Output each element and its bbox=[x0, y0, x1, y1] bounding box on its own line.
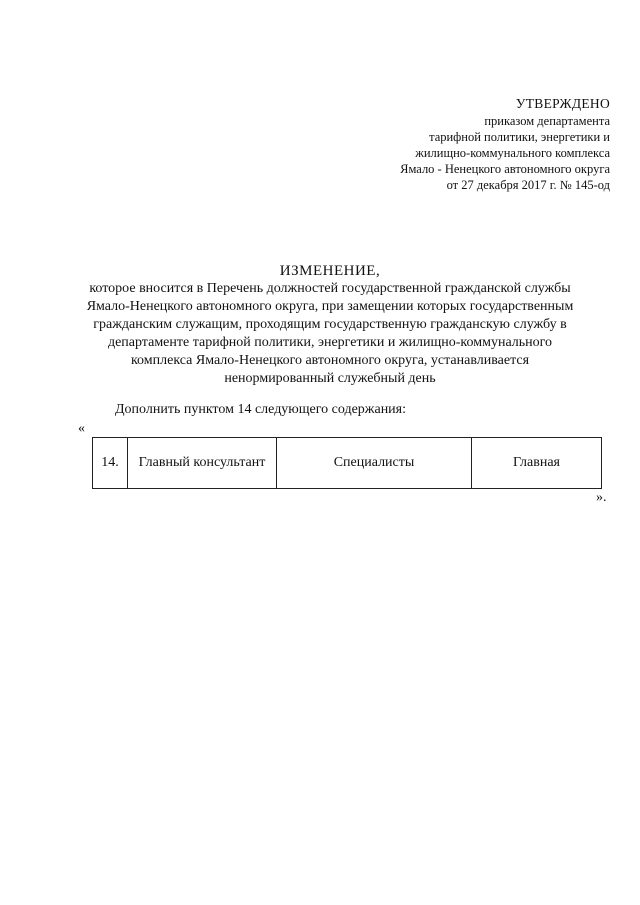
row-number-cell: 14. bbox=[93, 438, 128, 489]
approval-line: тарифной политики, энергетики и bbox=[429, 130, 610, 144]
table-row bbox=[93, 438, 602, 489]
group-cell: Главная bbox=[472, 438, 602, 489]
document-subtitle-line: департаменте тарифной политики, энергетики и жилищно-коммунального bbox=[107, 335, 553, 350]
document-subtitle-line: Ямало-Ненецкого автономного округа, при замещении которых государственным bbox=[86, 299, 574, 314]
approval-date-line: от 27 декабря 2017 г. № 145-од bbox=[446, 178, 610, 192]
position-cell: Главный консультант bbox=[128, 438, 277, 489]
document-subtitle-line: которое вносится в Перечень должностей государственной гражданской службы bbox=[89, 281, 571, 296]
document-title: ИЗМЕНЕНИЕ, bbox=[279, 263, 381, 279]
instruction-text: Дополнить пунктом 14 следующего содержания: bbox=[115, 402, 407, 417]
approval-line: жилищно-коммунального комплекса bbox=[415, 146, 610, 160]
document-subtitle-line: ненормированный служебный день bbox=[224, 371, 436, 386]
document-title-block bbox=[40, 262, 620, 388]
document-subtitle-line: комплекса Ямало-Ненецкого автономного округа, устанавливается bbox=[130, 353, 530, 368]
closing-quote: ». bbox=[596, 490, 607, 505]
approval-heading: УТВЕРЖДЕНО bbox=[515, 96, 610, 111]
document-subtitle-line: гражданским служащим, проходящим государственную гражданскую службу в bbox=[93, 317, 567, 332]
positions-table bbox=[92, 437, 602, 489]
approval-stamp bbox=[250, 96, 610, 193]
approval-line: приказом департамента bbox=[484, 114, 610, 128]
opening-quote: « bbox=[78, 421, 85, 436]
approval-line: Ямало - Ненецкого автономного округа bbox=[400, 162, 610, 176]
category-cell: Специалисты bbox=[277, 438, 472, 489]
